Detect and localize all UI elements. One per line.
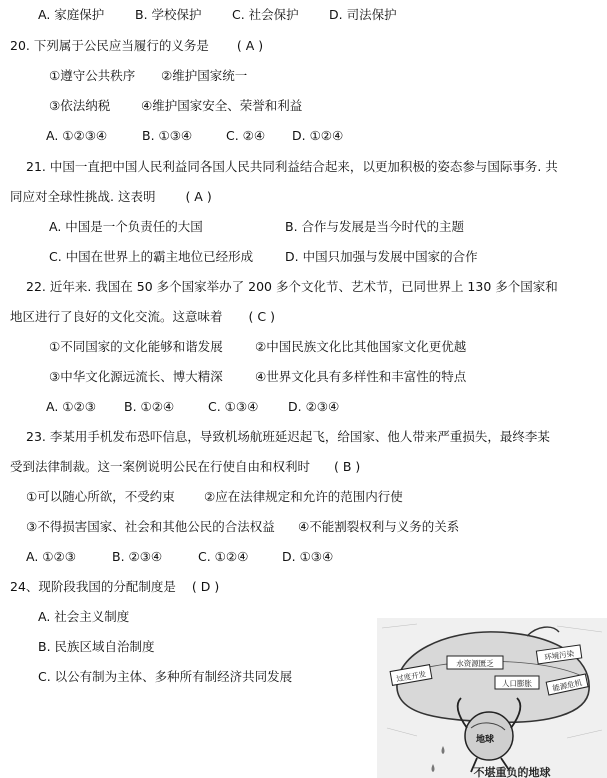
q22-option-c: C. ①③④ — [208, 399, 259, 414]
q22-option-a: A. ①②③ — [46, 399, 96, 414]
label-water-shortage: 水资源匮乏 — [456, 659, 494, 668]
q23-option-a: A. ①②③ — [26, 549, 76, 564]
q21-option-c: C. 中国在世界上的霸主地位已经形成 — [49, 249, 254, 264]
q19-options — [38, 6, 397, 24]
q21-option-b: B. 合作与发展是当今时代的主题 — [285, 219, 465, 234]
q19-option-b: B. 学校保护 — [135, 7, 202, 22]
q21-answer: ( A ) — [185, 189, 212, 204]
q24-option-b: B. 民族区域自治制度 — [38, 639, 155, 654]
q22-stem: 地区进行了良好的文化交流。这意味着 — [10, 309, 223, 324]
q22-items-row1 — [49, 338, 466, 356]
q20-items-row1 — [49, 67, 247, 85]
q23-option-b: B. ②③④ — [112, 549, 163, 564]
q24-stem: 24、现阶段我国的分配制度是 — [10, 579, 176, 594]
label-population: 人口膨胀 — [502, 679, 532, 688]
q22-option-b: B. ①②④ — [124, 399, 175, 414]
q23-item-3: ③不得损害国家、社会和其他公民的合法权益 — [26, 519, 275, 534]
q20-option-d: D. ①②④ — [292, 128, 344, 143]
q23-stem-line2 — [10, 458, 360, 476]
label-earth: 地球 — [475, 735, 495, 745]
q20-stem-line — [10, 37, 263, 55]
q23-answer: ( B ) — [334, 459, 361, 474]
q23-item-4: ④不能割裂权利与义务的关系 — [298, 519, 460, 534]
label-energy-crisis: 能源危机 — [551, 677, 583, 693]
q20-item-1: ①遵守公共秩序 — [49, 68, 136, 83]
q22-item-2: ②中国民族文化比其他国家文化更优越 — [255, 339, 467, 354]
q23-option-c: C. ①②④ — [198, 549, 249, 564]
q23-item-1: ①可以随心所欲，不受约束 — [26, 489, 175, 504]
q24-option-c: C. 以公有制为主体、多种所有制经济共同发展 — [38, 669, 293, 684]
q23-options — [26, 548, 333, 566]
q20-item-3: ③依法纳税 — [49, 98, 111, 113]
q24-stem-line — [10, 578, 219, 596]
q21-stem-line1: 21. 中国一直把中国人民利益同各国人民共同利益结合起来，以更加积极的姿态参与国际事务. 共 — [26, 159, 558, 174]
q24-answer: ( D ) — [191, 579, 220, 594]
q23-stem: 受到法律制裁。这一案例说明公民在行使自由和权利时 — [10, 459, 311, 474]
q21-stem: 同应对全球性挑战. 这表明 — [10, 189, 156, 204]
q20-items-row2 — [49, 97, 302, 115]
earth-burden-cartoon — [377, 618, 607, 778]
q19-option-d: D. 司法保护 — [329, 7, 397, 22]
q22-item-1: ①不同国家的文化能够和谐发展 — [49, 339, 223, 354]
q21-options-row2 — [49, 248, 478, 266]
q19-option-a: A. 家庭保护 — [38, 7, 105, 22]
q23-stem-line1: 23. 李某用手机发布恐吓信息，导致机场航班延迟起飞，给国家、他人带来严重损失，最终李某 — [26, 429, 550, 444]
q22-stem-line2 — [10, 308, 275, 326]
q23-option-d: D. ①③④ — [282, 549, 334, 564]
q20-answer: ( A ) — [236, 38, 264, 53]
q20-option-b: B. ①③④ — [142, 128, 193, 143]
q20-item-2: ②维护国家统一 — [161, 68, 248, 83]
q21-option-d: D. 中国只加强与发展中国家的合作 — [285, 249, 478, 264]
q21-stem-line2 — [10, 188, 212, 206]
q20-options — [46, 127, 343, 145]
label-overdevelopment: 过度开发 — [395, 669, 427, 684]
label-pollution: 环境污染 — [543, 648, 575, 663]
q22-option-d: D. ②③④ — [288, 399, 340, 414]
q23-items-row1 — [26, 488, 403, 506]
q22-item-4: ④世界文化具有多样性和丰富性的特点 — [255, 369, 467, 384]
q19-option-c: C. 社会保护 — [232, 7, 299, 22]
q20-option-a: A. ①②③④ — [46, 128, 108, 143]
q20-option-c: C. ②④ — [226, 128, 266, 143]
q20-item-4: ④维护国家安全、荣誉和利益 — [141, 98, 303, 113]
q22-stem-line1: 22. 近年来. 我国在 50 多个国家举办了 200 多个文化节、艺术节，已同世界上 130 多个国家和 — [26, 279, 558, 294]
q23-item-2: ②应在法律规定和允许的范围内行使 — [204, 489, 403, 504]
q24-option-a: A. 社会主义制度 — [38, 609, 130, 624]
q22-options — [46, 398, 339, 416]
q21-option-a: A. 中国是一个负责任的大国 — [49, 219, 203, 234]
q23-items-row2 — [26, 518, 459, 536]
q22-answer: ( C ) — [248, 309, 275, 324]
q20-stem: 20. 下列属于公民应当履行的义务是 — [10, 38, 209, 53]
q22-item-3: ③中华文化源远流长、博大精深 — [49, 369, 223, 384]
cartoon-caption: 不堪重负的地球 — [473, 766, 551, 778]
q22-items-row2 — [49, 368, 466, 386]
q21-options-row1 — [49, 218, 464, 236]
